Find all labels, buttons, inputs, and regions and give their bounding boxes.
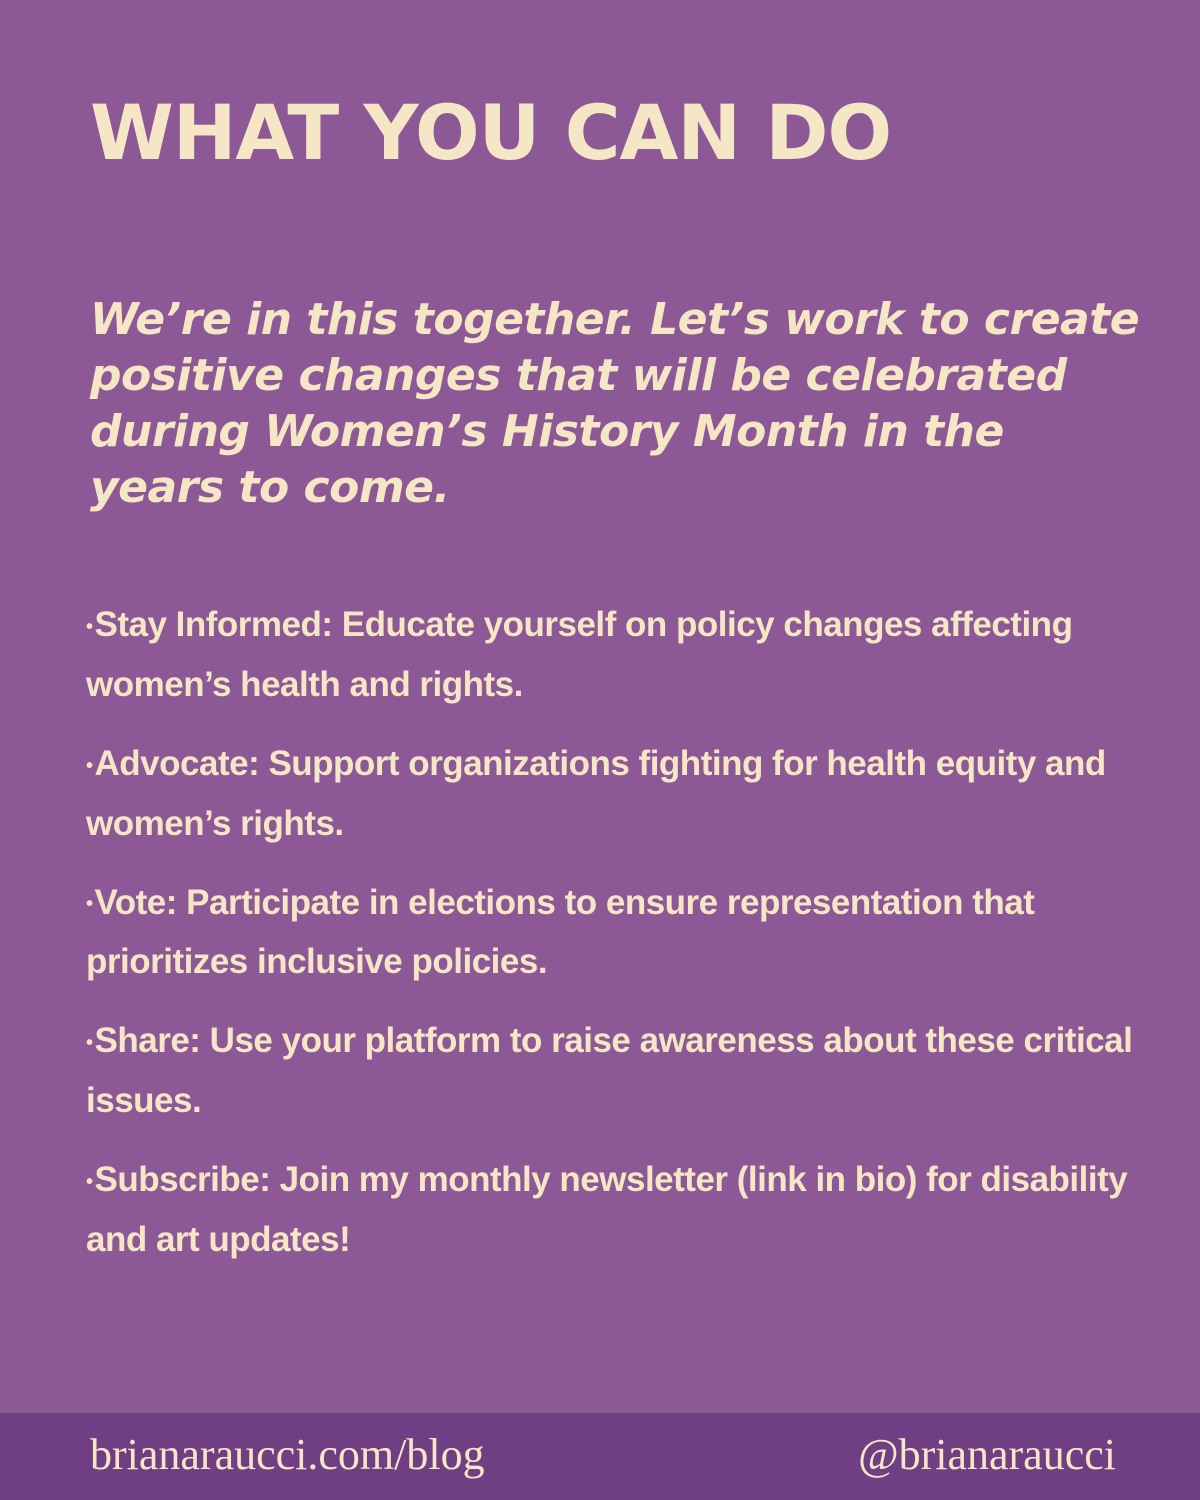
bullet-dot: • xyxy=(86,754,93,777)
action-item-stay-informed xyxy=(86,596,1156,714)
headline: WHAT YOU CAN DO xyxy=(90,88,892,177)
action-text: Share: Use your platform to raise awareness about these critical issues. xyxy=(86,1021,1133,1120)
bullet-dot: • xyxy=(86,1032,93,1054)
action-text: Subscribe: Join my monthly newsletter (link in bio) for disability and art updates! xyxy=(86,1160,1128,1259)
action-item-share xyxy=(86,1012,1156,1130)
action-item-vote xyxy=(86,874,1156,992)
bullet-dot: • xyxy=(86,1170,93,1193)
action-item-subscribe xyxy=(86,1151,1156,1269)
action-text: Vote: Participate in elections to ensure representation that prioritizes inclusive policies. xyxy=(86,882,1035,982)
social-handle-link[interactable]: @brianaraucci xyxy=(858,1430,1116,1479)
action-item-advocate xyxy=(86,735,1156,853)
action-text: Stay Informed: Educate yourself on policy changes affecting women’s health and rights. xyxy=(86,605,1073,704)
intro-text: We’re in this together. Let’s work to create positive changes that will be celebrated during Women’s History Month in the years to come. xyxy=(90,294,1140,513)
website-link[interactable]: brianaraucci.com/blog xyxy=(90,1430,485,1479)
footer-bar xyxy=(0,1413,1200,1500)
bullet-dot: • xyxy=(86,893,93,916)
action-text: Advocate: Support organizations fighting for health equity and women’s rights. xyxy=(86,743,1106,843)
action-list xyxy=(86,596,1156,1290)
bullet-dot: • xyxy=(86,615,93,638)
